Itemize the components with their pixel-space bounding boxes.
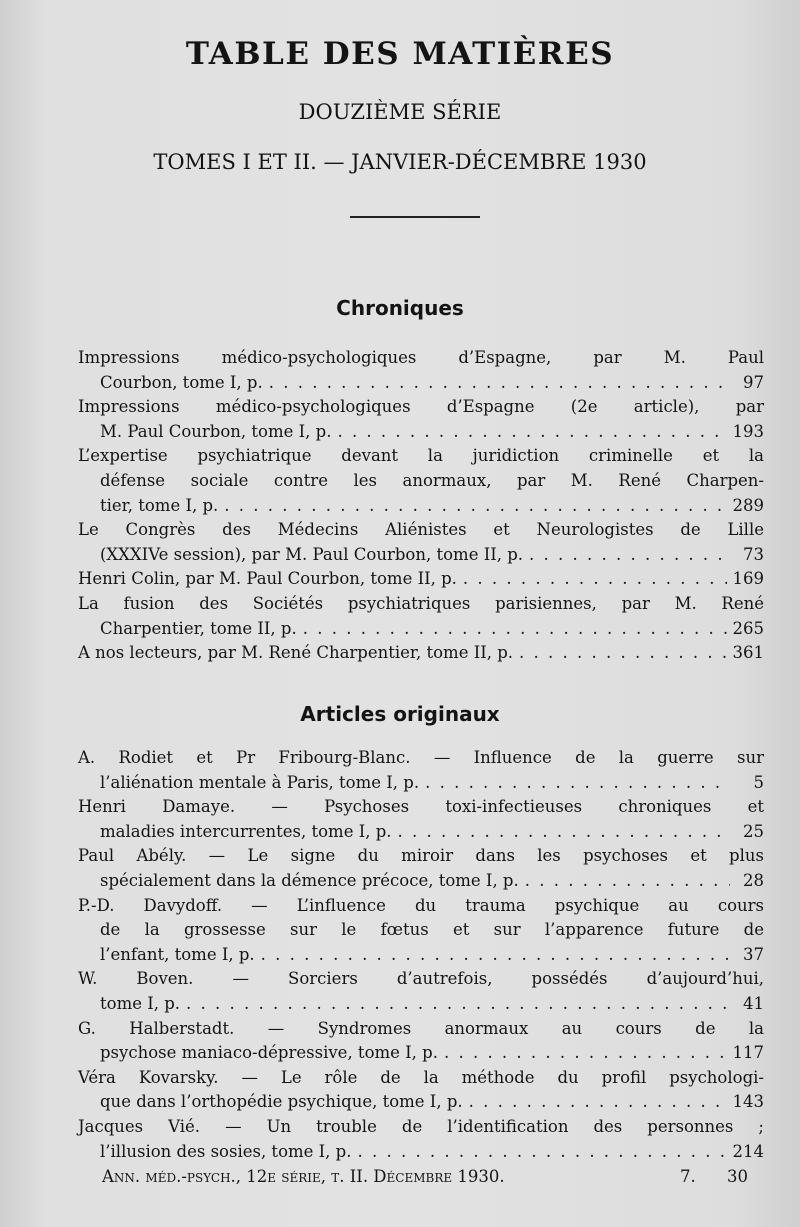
toc-entry-line (78, 943, 764, 968)
toc-entry-line (78, 371, 764, 396)
toc-entry-text: G. Halberstadt. — Syndromes anormaux au cours de la (78, 1018, 764, 1038)
toc-page-number: 97 (743, 372, 764, 392)
dot-leader (261, 943, 730, 968)
toc-entry (78, 746, 764, 795)
toc-entry-text: l’illusion des sosies, tome I, p. (100, 1141, 352, 1161)
toc-entry-line (78, 844, 764, 869)
dot-leader (519, 641, 726, 666)
dot-leader (398, 820, 730, 845)
toc-entry-text: P.-D. Davydoff. — L’influence du trauma psychique au cours (78, 895, 764, 915)
toc-entry-line (78, 567, 764, 592)
dot-leader (357, 1140, 726, 1165)
toc-entry-text: Henri Damaye. — Psychoses toxi-infectieuses chroniques et (78, 797, 764, 817)
toc-page-number: 361 (732, 643, 764, 663)
toc-entry-line (78, 820, 764, 845)
toc-page-number: 28 (743, 870, 764, 890)
footer-page-number: 30 (727, 1167, 748, 1186)
toc-entry-line (78, 420, 764, 445)
toc-entry-text: Paul Abély. — Le signe du miroir dans les psychoses et plus (78, 846, 764, 866)
toc-entry (78, 641, 764, 666)
toc-entry-text: de la grossesse sur le fœtus et sur l’apparence future de (100, 920, 764, 940)
dot-leader (444, 1041, 727, 1066)
toc-entry (78, 967, 764, 1016)
toc-entry (78, 567, 764, 592)
toc-entry (78, 346, 764, 395)
toc-entry (78, 518, 764, 567)
toc-entry (78, 592, 764, 641)
toc-entry-text: tier, tome I, p. (100, 495, 219, 515)
toc-entry-text: l’enfant, tome I, p. (100, 944, 255, 964)
toc-entry-text: Courbon, tome I, p. (100, 372, 263, 392)
toc-page-number: 143 (732, 1092, 764, 1112)
toc-entry-text: psychose maniaco-dépressive, tome I, p. (100, 1043, 438, 1063)
toc-entry-text: Jacques Vié. — Un trouble de l’identification des personnes ; (78, 1116, 764, 1136)
toc-entry-text: Impressions médico-psychologiques d’Espagne, par M. Paul (78, 348, 764, 367)
toc-entry (78, 795, 764, 844)
toc-entry-line (78, 346, 764, 371)
toc-entry-text: W. Boven. — Sorciers d’autrefois, possédés d’aujourd’hui, (78, 969, 764, 989)
toc-entry-text: L’expertise psychiatrique devant la juridiction criminelle et la (78, 446, 764, 466)
toc-page-number: 41 (743, 993, 764, 1013)
dot-leader (224, 494, 726, 519)
toc-entry-line (78, 592, 764, 617)
toc-entry-line (78, 395, 764, 420)
toc-entry-line (78, 494, 764, 519)
toc-entry (78, 444, 764, 518)
document-title: TABLE DES MATIÈRES (185, 36, 615, 72)
toc-entry-line (78, 795, 764, 820)
toc-entry (78, 844, 764, 893)
toc-entry-text: défense sociale contre les anormaux, par M. René Charpen- (100, 470, 764, 490)
toc-entry-line (78, 1090, 764, 1115)
toc-page-number: 214 (732, 1141, 764, 1161)
toc-entry (78, 1017, 764, 1066)
toc-page-number: 289 (732, 495, 764, 515)
toc-entry-line (78, 918, 764, 943)
toc-entry-line (78, 869, 764, 894)
toc-entry-text: Charpentier, tome II, p. (100, 618, 297, 638)
toc-entry-line (78, 1017, 764, 1042)
toc-entry-line (78, 894, 764, 919)
toc-entry (78, 1115, 764, 1164)
footer-signature: 7. (680, 1167, 696, 1186)
dot-leader (303, 617, 727, 642)
toc-entry-line (78, 746, 764, 771)
toc-entry (78, 395, 764, 444)
toc-entry-text: Le Congrès des Médecins Aliénistes et Neurologistes de Lille (78, 520, 764, 540)
section-heading-chroniques: Chroniques (336, 296, 464, 320)
toc-page-number: 169 (732, 569, 764, 589)
toc-entry-text: A nos lecteurs, par M. René Charpentier, tome II, p. (78, 643, 514, 663)
toc-entry-text: A. Rodiet et Pr Fribourg-Blanc. — Influence de la guerre sur (78, 748, 764, 767)
toc-entry-line (78, 771, 764, 796)
toc-entry-line (78, 1066, 764, 1091)
toc-entry-line (78, 1115, 764, 1140)
dot-leader (269, 371, 730, 396)
title-divider (350, 216, 480, 218)
toc-entry-line (78, 543, 764, 568)
footer-citation: Ann. méd.-psych., 12e série, t. II. Décembre 1930. (102, 1167, 505, 1186)
series-subtitle: DOUZIÈME SÉRIE (298, 100, 502, 124)
toc-page-number: 5 (753, 772, 764, 792)
section-heading-articles: Articles originaux (300, 702, 500, 726)
toc-page-number: 73 (743, 544, 764, 564)
dot-leader (425, 771, 730, 796)
toc-entry-text: maladies intercurrentes, tome I, p. (100, 821, 392, 841)
toc-entry-text: tome I, p. (100, 993, 181, 1013)
volumes-subtitle: TOMES I ET II. — JANVIER-DÉCEMBRE 1930 (153, 150, 647, 174)
dot-leader (525, 869, 730, 894)
dot-leader (469, 1090, 727, 1115)
dot-leader (186, 992, 730, 1017)
toc-page-number: 265 (732, 618, 764, 638)
dot-leader (337, 420, 726, 445)
toc-entry-line (78, 967, 764, 992)
toc-entry-line (78, 992, 764, 1017)
toc-entry-line (78, 617, 764, 642)
toc-entry-text: La fusion des Sociétés psychiatriques parisiennes, par M. René (78, 593, 764, 613)
toc-entry-text: spécialement dans la démence précoce, tome I, p. (100, 870, 519, 890)
toc-page-number: 193 (732, 421, 764, 441)
toc-entry-text: Henri Colin, par M. Paul Courbon, tome II, p. (78, 569, 457, 589)
toc-entry-line (78, 518, 764, 543)
toc-entry-line (78, 641, 764, 666)
toc-section-articles (78, 746, 764, 1164)
toc-page-number: 37 (743, 944, 764, 964)
toc-entry-text: (XXXIVe session), par M. Paul Courbon, tome II, p. (100, 544, 524, 564)
toc-entry-line (78, 1140, 764, 1165)
toc-entry (78, 1066, 764, 1115)
toc-entry-text: Véra Kovarsky. — Le rôle de la méthode du profil psychologi- (78, 1067, 764, 1087)
toc-page-number: 117 (732, 1043, 764, 1063)
toc-entry-text: Impressions médico-psychologiques d’Espagne (2e article), par (78, 397, 764, 417)
toc-entry-text: l’aliénation mentale à Paris, tome I, p. (100, 772, 420, 792)
toc-entry (78, 894, 764, 968)
toc-page-number: 25 (743, 821, 764, 841)
toc-entry-line (78, 444, 764, 469)
dot-leader (463, 567, 727, 592)
dot-leader (529, 543, 730, 568)
toc-entry-text: que dans l’orthopédie psychique, tome I, p. (100, 1092, 463, 1112)
toc-section-chroniques (78, 346, 764, 666)
toc-entry-line (78, 1041, 764, 1066)
toc-entry-text: M. Paul Courbon, tome I, p. (100, 421, 332, 441)
toc-entry-line (78, 469, 764, 494)
page-footer (102, 1167, 748, 1186)
